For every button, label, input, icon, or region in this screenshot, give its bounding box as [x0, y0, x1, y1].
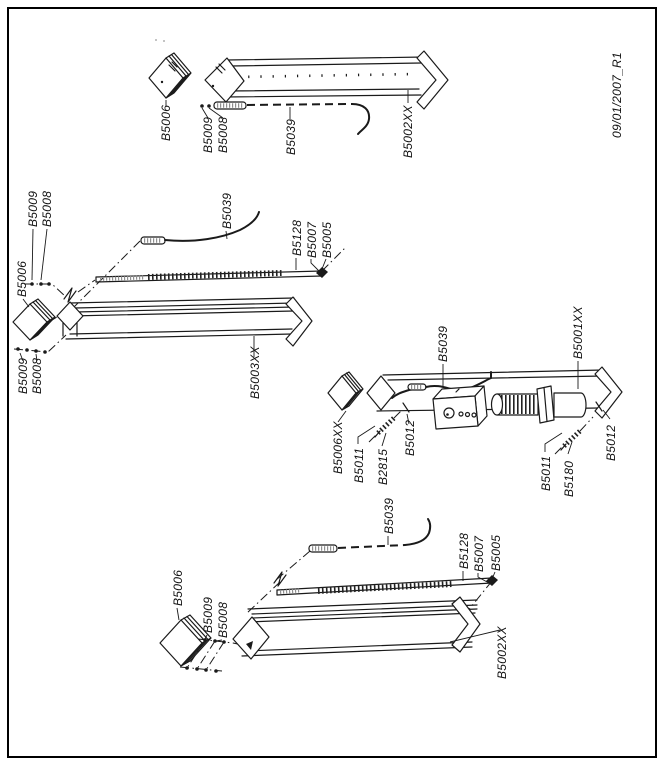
part-label-body: B5003XX [248, 346, 262, 399]
part-label-end: B5005 [489, 534, 503, 571]
screw [34, 349, 38, 353]
part-label-body: B5002XX [401, 105, 415, 158]
part-label-screw-right-a: B5011 [539, 455, 553, 491]
part-label-cable: B5039 [436, 325, 450, 362]
axis-line [580, 417, 593, 431]
screw [195, 667, 199, 671]
motor-cylinder [492, 386, 587, 423]
beam-left-cap [233, 617, 269, 659]
rear-cylinder [554, 393, 586, 417]
leader-line [177, 608, 179, 620]
break-zigzag [274, 572, 286, 586]
part-label-rod: B5128 [290, 219, 304, 256]
screw-glyph [375, 418, 394, 437]
part-label-screw-bottom-b: B5008 [30, 357, 44, 394]
part-label-body: B5002XX [495, 626, 509, 679]
part-label-end: B5005 [320, 221, 334, 258]
screw [207, 104, 211, 108]
beam-right-chevron [286, 297, 312, 346]
date-stamp: 09/01/2007_R1 [610, 52, 624, 138]
screw [30, 282, 34, 286]
axis-line [369, 435, 376, 442]
beam-right-chevron [595, 367, 622, 418]
part-label-nut: B5007 [472, 535, 486, 572]
screw [200, 104, 204, 108]
assembly-mid-right [328, 305, 622, 497]
beam-left-cap [367, 376, 395, 410]
screw [47, 282, 51, 286]
part-label-screw-left-b: B2815 [376, 448, 390, 485]
beam-body [205, 51, 448, 109]
axis-line [24, 284, 66, 297]
leader-line [226, 231, 227, 239]
part-label-cable: B5039 [382, 497, 396, 534]
part-label-body: B5001XX [571, 306, 585, 359]
axis-line [14, 335, 66, 352]
screw [222, 640, 226, 644]
leader-line [358, 426, 375, 444]
assembly-bottom [160, 498, 509, 679]
part-label-screw-a: B5009 [201, 116, 215, 153]
page-border [8, 8, 656, 757]
break-zigzag [64, 288, 76, 302]
axis-line [206, 642, 224, 670]
screw [214, 669, 218, 673]
hex-cap [149, 53, 191, 98]
part-label-screw-right-b: B5180 [562, 460, 576, 497]
rod-sleeve-hatch [100, 278, 145, 280]
part-label-screw-a: B5009 [201, 596, 215, 633]
rod-end-nut [486, 575, 498, 586]
control-box [433, 386, 487, 429]
part-label-cap: B5006XX [331, 421, 345, 474]
hex-cap [328, 372, 363, 410]
beam-left-cap [205, 58, 244, 102]
leader-line [216, 640, 222, 641]
threaded-rod [277, 575, 498, 595]
screw [39, 282, 43, 286]
threaded-rod [96, 267, 328, 282]
part-label-screw-bottom-a: B5009 [16, 357, 30, 394]
beam-body [57, 297, 312, 346]
leader-line [41, 229, 47, 280]
stray-dot [155, 39, 157, 41]
screw [185, 666, 189, 670]
beam-right-chevron [417, 51, 448, 109]
assembly-mid-left [13, 191, 345, 399]
part-label-screw-left-a: B5011 [352, 447, 366, 483]
screw [25, 348, 29, 352]
part-label-cable: B5039 [220, 192, 234, 229]
part-label-cap: B5006 [15, 260, 29, 297]
axis-line [78, 280, 95, 292]
screw [43, 350, 47, 354]
leader-line [202, 108, 208, 118]
part-label-screw-top-a: B5009 [26, 190, 40, 227]
screw [204, 668, 208, 672]
part-label-nut: B5007 [305, 221, 319, 258]
beam-left-cap [57, 302, 83, 330]
part-label-pin-left: B5012 [403, 419, 417, 456]
cable [141, 212, 259, 244]
part-label-rod: B5128 [457, 532, 471, 569]
leader-line [32, 229, 33, 280]
part-label-cap: B5006 [159, 104, 173, 141]
part-label-pin-right: B5012 [604, 424, 618, 461]
part-label-cable: B5039 [284, 118, 298, 155]
rod-sleeve-hatch [280, 591, 300, 593]
cable [309, 519, 430, 552]
stray-dot [163, 40, 165, 42]
cylinder-end [492, 394, 503, 415]
screw [16, 347, 20, 351]
hex-cap [13, 299, 55, 340]
assembly-top [149, 51, 448, 158]
part-label-cap: B5006 [171, 569, 185, 606]
leader-line [338, 411, 346, 422]
leader-line [311, 259, 319, 271]
leader-line [23, 299, 29, 307]
part-label-screw-b: B5008 [216, 116, 230, 153]
thread-hatch [318, 584, 452, 591]
part-label-screw-b: B5008 [216, 601, 230, 638]
center-tickline [236, 74, 416, 77]
leader-line [382, 433, 386, 446]
beam-body [233, 597, 480, 659]
part-label-screw-top-b: B5008 [40, 190, 54, 227]
